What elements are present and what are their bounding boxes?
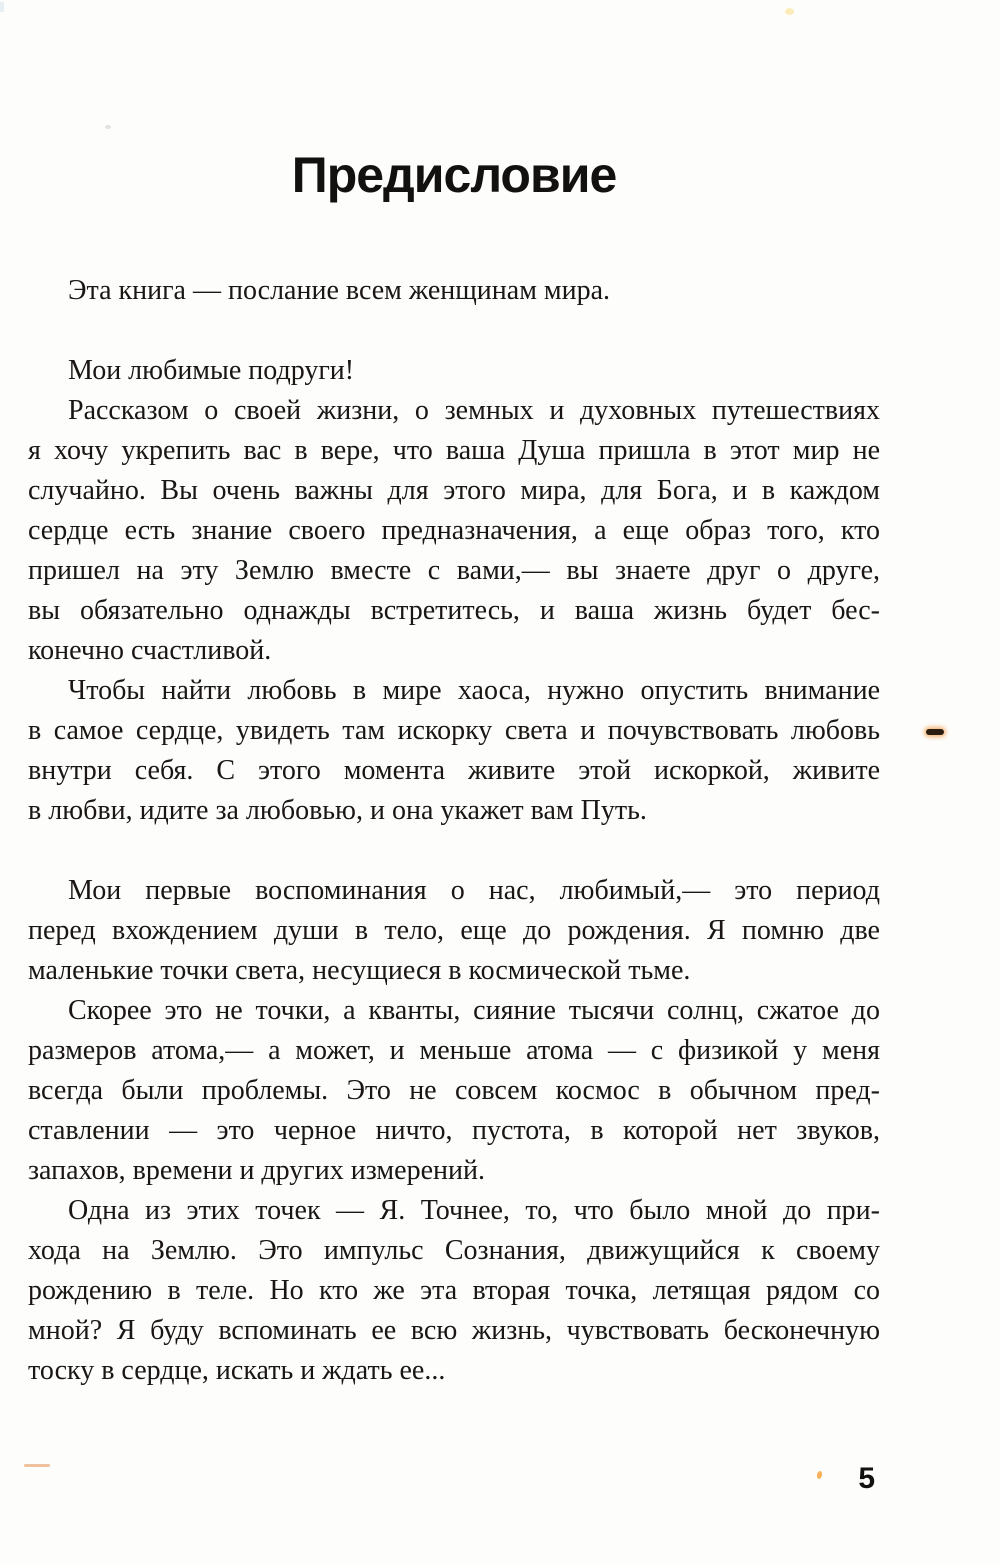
text-line: сердце есть знание своего предназначения, а еще образ того, кто — [28, 515, 880, 546]
scan-artifact-speck-top — [785, 8, 794, 15]
scan-artifact-smudge-above-title — [105, 125, 111, 129]
text-line: маленькие точки света, несущиеся в космической тьме. — [28, 955, 691, 986]
text-line: всегда были проблемы. Это не совсем космос в обычном пред- — [28, 1075, 880, 1106]
paragraph — [28, 671, 880, 831]
text-line: хода на Землю. Это импульс Сознания, движущийся к своему — [28, 1235, 880, 1266]
section-gap — [28, 831, 880, 871]
paragraph — [28, 991, 880, 1191]
paragraph-gap — [28, 311, 880, 351]
text-line: Мои первые воспоминания о нас, любимый,— это период — [68, 875, 880, 906]
text-line: мной? Я буду вспоминать ее всю жизнь, чувствовать бесконечную — [28, 1315, 880, 1346]
text-line: рождению в теле. Но кто же эта вторая точка, летящая рядом со — [28, 1275, 880, 1306]
paragraph — [28, 351, 880, 391]
scan-artifact-dash-left-edge — [24, 1464, 50, 1467]
paragraph — [28, 271, 880, 311]
text-line: Рассказом о своей жизни, о земных и духовных путешествиях — [68, 395, 880, 426]
scan-artifact-edge-mark-topleft — [0, 2, 4, 12]
paragraph — [28, 391, 880, 671]
text-line: я хочу укрепить вас в вере, что ваша Душа пришла в этот мир не — [28, 435, 880, 466]
scan-artifact-dash-right-edge — [926, 729, 944, 735]
text-line: в любви, идите за любовью, и она укажет вам Путь. — [28, 795, 647, 826]
text-line: в самое сердце, увидеть там искорку света и почувствовать любовь — [28, 715, 880, 746]
text-line: Эта книга — послание всем женщинам мира. — [68, 275, 611, 306]
text-line: конечно счастливой. — [28, 635, 272, 666]
text-line: ставлении — это черное ничто, пустота, в которой нет звуков, — [28, 1115, 880, 1146]
text-line: запахов, времени и других измерений. — [28, 1155, 485, 1186]
text-line: Скорее это не точки, а кванты, сияние тысячи солнц, сжатое до — [68, 995, 880, 1026]
text-line: вы обязательно однажды встретитесь, и ваша жизнь будет бес- — [28, 595, 880, 626]
text-line: перед вхождением души в тело, еще до рождения. Я помню две — [28, 915, 880, 946]
text-line: Мои любимые подруги! — [68, 355, 355, 386]
paragraph — [28, 871, 880, 991]
text-line: внутри себя. С этого момента живите этой искоркой, живите — [28, 755, 880, 786]
text-line: Чтобы найти любовь в мире хаоса, нужно опустить внимание — [68, 675, 880, 706]
text-line: пришел на эту Землю вместе с вами,— вы знаете друг о друге, — [28, 555, 880, 586]
text-line: Одна из этих точек — Я. Точнее, то, что было мной до при- — [68, 1195, 880, 1226]
scan-artifact-speck-near-page-number — [816, 1470, 823, 1479]
body-text — [28, 271, 880, 1391]
paragraph — [28, 1191, 880, 1391]
text-line: тоску в сердце, искать и ждать ее... — [28, 1355, 446, 1386]
text-line: случайно. Вы очень важны для этого мира, для Бога, и в каждом — [28, 475, 880, 506]
text-line: размеров атома,— а может, и меньше атома — с физикой у меня — [28, 1035, 880, 1066]
page-number: 5 — [858, 1462, 875, 1495]
page-title: Предисловие — [291, 147, 617, 203]
